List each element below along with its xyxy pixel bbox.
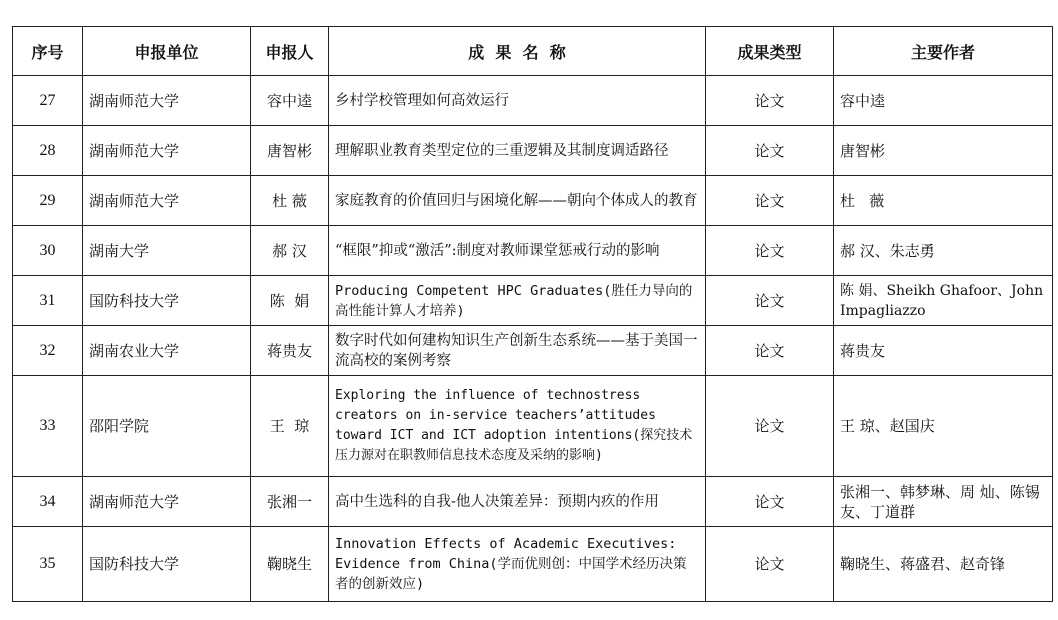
cell-type: 论文 bbox=[706, 176, 834, 226]
header-unit: 申报单位 bbox=[83, 27, 251, 76]
cell-person: 张湘一 bbox=[251, 477, 329, 527]
cell-person: 唐智彬 bbox=[251, 126, 329, 176]
cell-no: 29 bbox=[13, 176, 83, 226]
cell-unit: 国防科技大学 bbox=[83, 527, 251, 602]
cell-no: 34 bbox=[13, 477, 83, 527]
cell-unit: 邵阳学院 bbox=[83, 376, 251, 477]
cell-no: 31 bbox=[13, 276, 83, 326]
cell-person: 杜 薇 bbox=[251, 176, 329, 226]
cell-authors: 张湘一、韩梦琳、周 灿、陈锡友、丁道群 bbox=[834, 477, 1053, 527]
cell-unit: 湖南师范大学 bbox=[83, 477, 251, 527]
cell-person: 王 琼 bbox=[251, 376, 329, 477]
table-row bbox=[13, 276, 1053, 326]
cell-no: 30 bbox=[13, 226, 83, 276]
cell-type: 论文 bbox=[706, 276, 834, 326]
header-no: 序号 bbox=[13, 27, 83, 76]
cell-person: 陈 娟 bbox=[251, 276, 329, 326]
cell-title: 乡村学校管理如何高效运行 bbox=[329, 76, 706, 126]
cell-authors: 蒋贵友 bbox=[834, 326, 1053, 376]
cell-unit: 湖南师范大学 bbox=[83, 176, 251, 226]
cell-person: 郝 汉 bbox=[251, 226, 329, 276]
cell-unit: 湖南师范大学 bbox=[83, 76, 251, 126]
cell-person: 鞠晓生 bbox=[251, 527, 329, 602]
cell-authors: 唐智彬 bbox=[834, 126, 1053, 176]
table-row bbox=[13, 376, 1053, 477]
table-row bbox=[13, 126, 1053, 176]
table-row bbox=[13, 477, 1053, 527]
cell-unit: 湖南农业大学 bbox=[83, 326, 251, 376]
cell-no: 28 bbox=[13, 126, 83, 176]
cell-person: 蒋贵友 bbox=[251, 326, 329, 376]
table-row bbox=[13, 326, 1053, 376]
cell-authors: 陈 娟、Sheikh Ghafoor、John Impagliazzo bbox=[834, 276, 1053, 326]
cell-title: Innovation Effects of Academic Executives: Evidence from China(学而优则创：中国学术经历决策者的创新效应) bbox=[329, 527, 706, 602]
cell-authors: 王 琼、赵国庆 bbox=[834, 376, 1053, 477]
header-title: 成 果 名 称 bbox=[329, 27, 706, 76]
header-authors: 主要作者 bbox=[834, 27, 1053, 76]
table-row bbox=[13, 176, 1053, 226]
cell-unit: 湖南大学 bbox=[83, 226, 251, 276]
cell-type: 论文 bbox=[706, 326, 834, 376]
cell-title: Exploring the influence of technostress creators on in-service teachers’attitudes toward ICT and ICT adoption intentions(探究技术压力源对在职教师信息技术态度及采纳的影响) bbox=[329, 376, 706, 477]
cell-title: Producing Competent HPC Graduates(胜任力导向的高性能计算人才培养) bbox=[329, 276, 706, 326]
cell-no: 27 bbox=[13, 76, 83, 126]
cell-unit: 国防科技大学 bbox=[83, 276, 251, 326]
cell-title: 数字时代如何建构知识生产创新生态系统——基于美国一流高校的案例考察 bbox=[329, 326, 706, 376]
cell-authors: 郝 汉、朱志勇 bbox=[834, 226, 1053, 276]
cell-type: 论文 bbox=[706, 76, 834, 126]
cell-authors: 杜 薇 bbox=[834, 176, 1053, 226]
cell-no: 33 bbox=[13, 376, 83, 477]
cell-type: 论文 bbox=[706, 226, 834, 276]
cell-type: 论文 bbox=[706, 527, 834, 602]
cell-type: 论文 bbox=[706, 376, 834, 477]
cell-type: 论文 bbox=[706, 126, 834, 176]
cell-person: 容中逵 bbox=[251, 76, 329, 126]
cell-title: 理解职业教育类型定位的三重逻辑及其制度调适路径 bbox=[329, 126, 706, 176]
cell-unit: 湖南师范大学 bbox=[83, 126, 251, 176]
cell-type: 论文 bbox=[706, 477, 834, 527]
header-person: 申报人 bbox=[251, 27, 329, 76]
table-row bbox=[13, 76, 1053, 126]
cell-title: 高中生选科的自我-他人决策差异：预期内疚的作用 bbox=[329, 477, 706, 527]
cell-no: 35 bbox=[13, 527, 83, 602]
cell-authors: 容中逵 bbox=[834, 76, 1053, 126]
achievement-table bbox=[12, 26, 1053, 602]
cell-authors: 鞠晓生、蒋盛君、赵奇锋 bbox=[834, 527, 1053, 602]
cell-title: 家庭教育的价值回归与困境化解——朝向个体成人的教育 bbox=[329, 176, 706, 226]
header-row bbox=[13, 27, 1053, 76]
header-type: 成果类型 bbox=[706, 27, 834, 76]
achievement-table-page bbox=[12, 26, 1053, 602]
table-row bbox=[13, 226, 1053, 276]
cell-no: 32 bbox=[13, 326, 83, 376]
cell-title: “框限”抑或“激活”:制度对教师课堂惩戒行动的影响 bbox=[329, 226, 706, 276]
table-row bbox=[13, 527, 1053, 602]
